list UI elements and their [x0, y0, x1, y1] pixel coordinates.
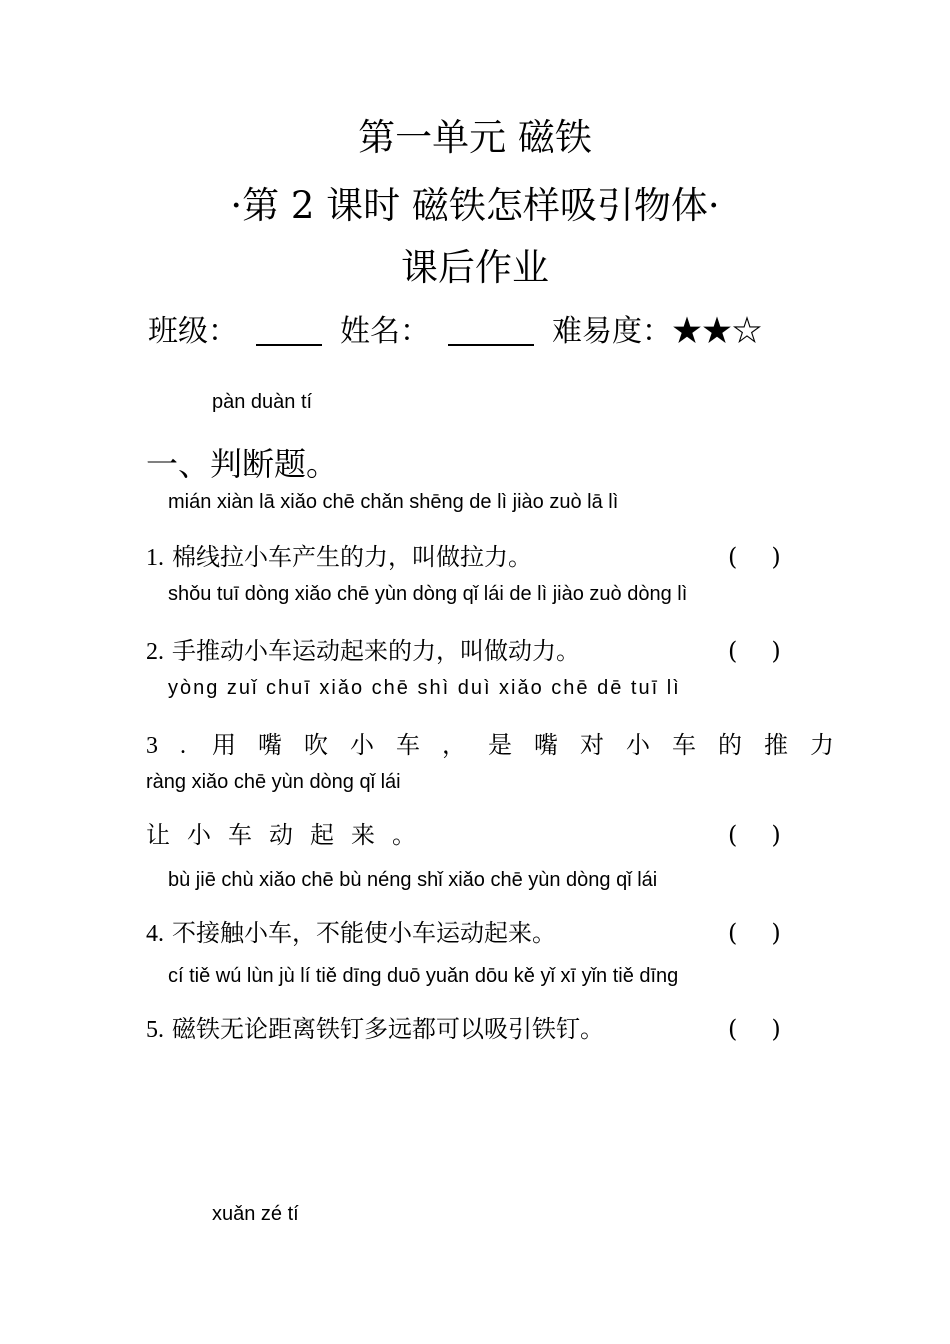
name-blank[interactable] [448, 343, 534, 346]
q3 [146, 730, 856, 761]
q3-pinyin: yòng zuǐ chuī xiǎo chē shì duì xiǎo chē dē tuī lì [168, 677, 681, 699]
q3-number: 3. [146, 733, 208, 759]
q5-pinyin: cí tiě wú lùn jù lí tiě dīng duō yuǎn dōu kě yǐ xī yǐn tiě dīng [168, 965, 679, 987]
q3-text: 用嘴吹小车，是嘴对小车的推力 [212, 731, 856, 759]
q5-number: 5. [146, 1017, 164, 1043]
q3-answer-paren[interactable]: () [728, 821, 815, 849]
info-line [148, 312, 762, 352]
q3-pinyin-line2: ràng xiǎo chē yùn dòng qǐ lái [146, 771, 401, 793]
q4-answer-paren[interactable]: () [728, 919, 815, 947]
q1-answer-paren[interactable]: () [728, 543, 815, 571]
q3-text-line2: 让小车动起来。 [146, 821, 433, 849]
q4-number: 4. [146, 921, 164, 947]
q2-text: 手推动小车运动起来的力，叫做动力。 [172, 637, 580, 665]
name-label: 姓名： [340, 314, 430, 349]
q2-number: 2. [146, 639, 164, 665]
section1-title: 一、判断题。 [146, 445, 339, 483]
unit-title: 第一单元 磁铁 [358, 116, 592, 159]
q5-answer-paren[interactable]: () [728, 1015, 815, 1043]
q5 [146, 1014, 604, 1045]
q1-text: 棉线拉小车产生的力，叫做拉力。 [172, 543, 532, 571]
q4-text: 不接触小车，不能使小车运动起来。 [172, 919, 556, 947]
q2-pinyin: shǒu tuī dòng xiǎo chē yùn dòng qǐ lái de lì jiào zuò dòng lì [168, 583, 688, 605]
q4 [146, 918, 556, 949]
q1 [146, 542, 532, 573]
homework-title: 课后作业 [401, 246, 549, 289]
q2-answer-paren[interactable]: () [728, 637, 815, 665]
section2-pinyin: xuǎn zé tí [212, 1203, 299, 1225]
q1-number: 1. [146, 545, 164, 571]
class-blank[interactable] [256, 343, 322, 346]
q2 [146, 636, 580, 667]
section1-pinyin: pàn duàn tí [212, 391, 313, 413]
difficulty-stars: ★★☆ [672, 314, 762, 349]
q5-text: 磁铁无论距离铁钉多远都可以吸引铁钉。 [172, 1015, 604, 1043]
difficulty-label: 难易度： [552, 314, 672, 349]
q4-pinyin: bù jiē chù xiǎo chē bù néng shǐ xiǎo chē yùn dòng qǐ lái [168, 869, 658, 891]
q1-pinyin: mián xiàn lā xiǎo chē chǎn shēng de lì jiào zuò lā lì [168, 491, 619, 513]
class-label: 班级： [148, 314, 238, 349]
lesson-title: ·第 2 课时 磁铁怎样吸引物体· [230, 184, 720, 227]
